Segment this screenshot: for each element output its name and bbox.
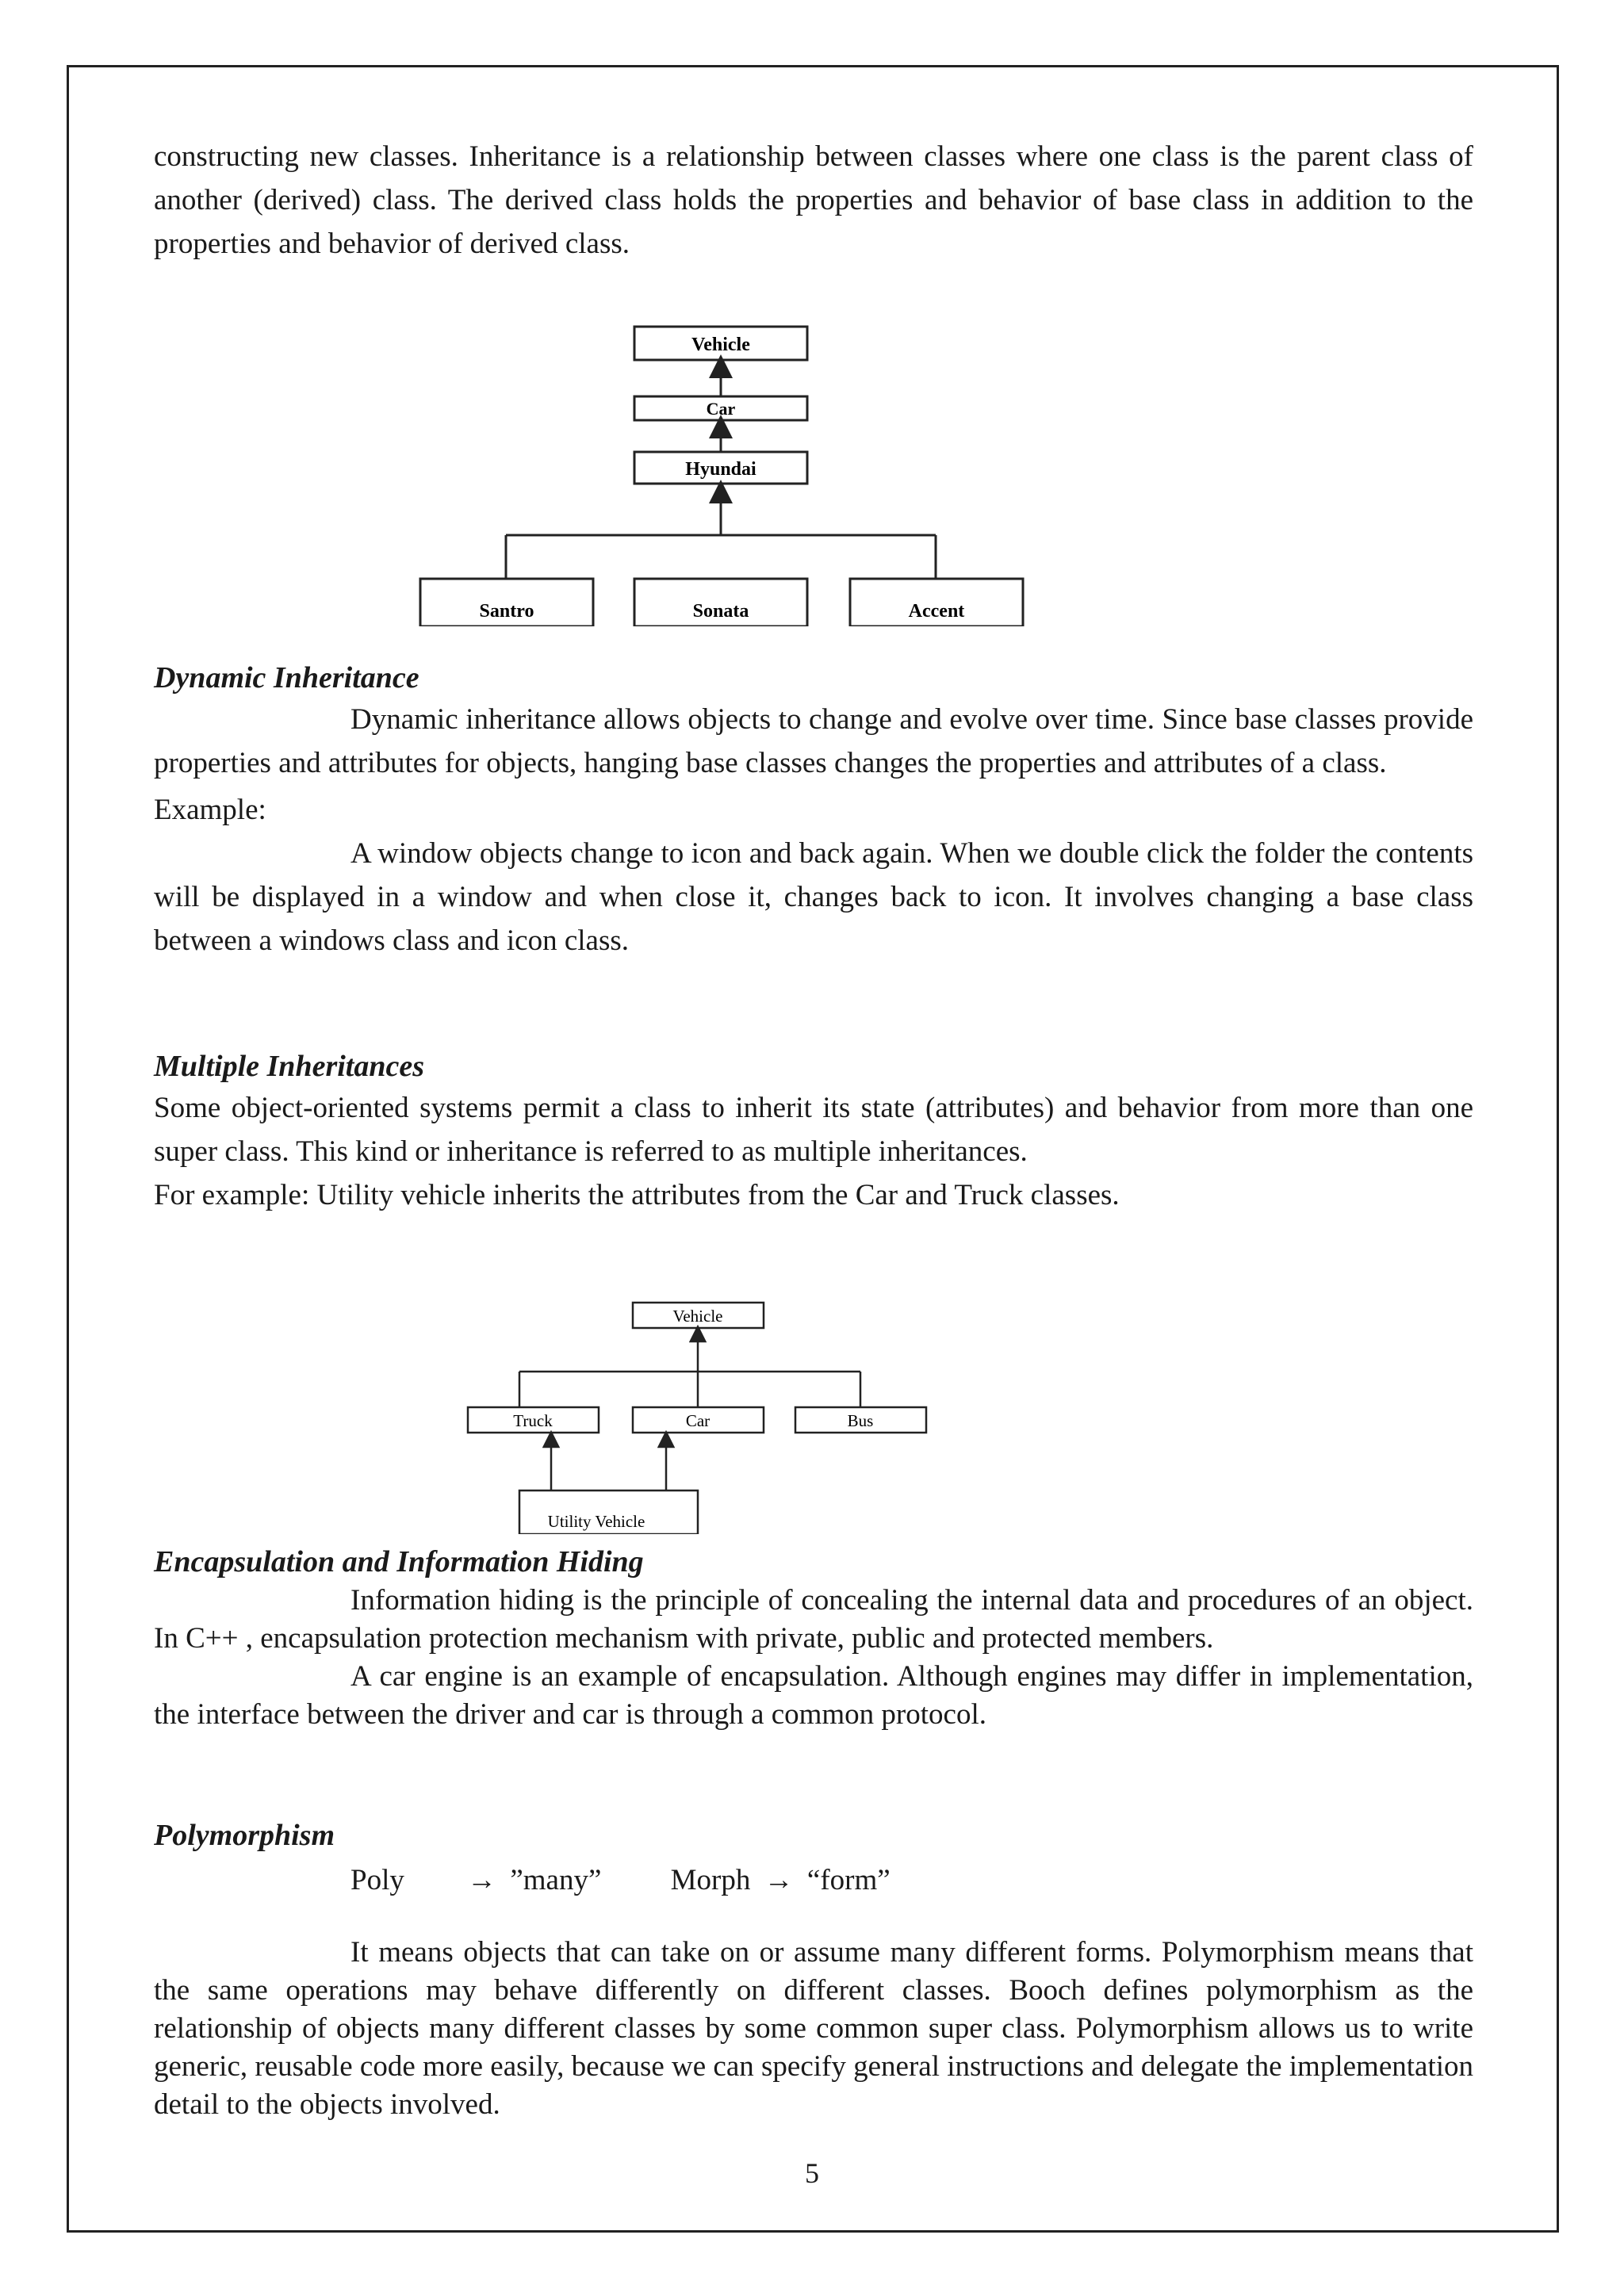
santro-label: Santro — [479, 601, 534, 622]
intro-paragraph: constructing new classes. Inheritance is a relationship between classes where one class is the parent class of another (derived) class. The derived class holds the properties and behavior of base class in addition to the properties and behavior of derived class. — [154, 140, 1473, 260]
multiple-example: For example: Utility vehicle inherits the attributes from the Car and Truck classes. — [154, 1179, 1120, 1211]
right-arrow-icon: → — [764, 1864, 794, 1896]
polymorphism-heading: Polymorphism — [154, 1819, 335, 1852]
dynamic-paragraph: Dynamic inheritance allows objects to change and evolve over time. Since base classes provide properties and attributes for objects, hanging base classes changes the properties and attributes of a class. — [154, 703, 1473, 779]
morph-meaning: “form” — [806, 1864, 891, 1896]
encapsulation-paragraph-2: A car engine is an example of encapsulation. Although engines may differ in implementation, the interface between the driver and car is through a common protocol. — [154, 1660, 1473, 1731]
example-label: Example: — [154, 794, 266, 826]
encapsulation-section — [154, 1542, 1473, 1734]
accent-label: Accent — [908, 601, 965, 622]
right-arrow-icon: → — [467, 1864, 497, 1896]
bus-label: Bus — [847, 1411, 874, 1430]
utility-vehicle-label: Utility Vehicle — [547, 1512, 645, 1531]
intro-section — [154, 135, 1473, 266]
dynamic-example-paragraph: A window objects change to icon and back again. When we double click the folder the contents will be displayed in a window and when close it, changes back to icon. It involves changing a base class between a windows class and icon class. — [154, 837, 1473, 957]
sonata-label: Sonata — [692, 601, 749, 622]
polymorphism-section — [154, 1816, 1473, 2124]
multiple-inheritance-diagram — [444, 1296, 952, 1534]
multiple-paragraph: Some object-oriented systems permit a class to inherit its state (attributes) and behavior from more than one super class. This kind or inheritance is referred to as multiple inheritances. — [154, 1092, 1473, 1168]
car-label: Car — [685, 1411, 710, 1430]
poly-meaning: ”many” — [510, 1864, 602, 1896]
encapsulation-heading: Encapsulation and Information Hiding — [154, 1545, 644, 1578]
truck-label: Truck — [513, 1411, 553, 1430]
vehicle-label: Vehicle — [672, 1307, 723, 1326]
vehicle-label: Vehicle — [691, 335, 750, 355]
encapsulation-paragraph-1: Information hiding is the principle of concealing the internal data and procedures of an object. In C++ , encapsulation protection mechanism with private, public and protected members. — [154, 1584, 1473, 1655]
morph-word: Morph — [670, 1864, 751, 1896]
multiple-heading: Multiple Inheritances — [154, 1050, 424, 1083]
car-label: Car — [706, 399, 736, 419]
dynamic-heading: Dynamic Inheritance — [154, 661, 419, 695]
inheritance-diagram — [412, 317, 1047, 626]
poly-morph-line — [154, 1858, 1473, 1902]
hyundai-label: Hyundai — [685, 459, 756, 480]
page-number: 5 — [805, 2157, 819, 2189]
multiple-inheritance-section — [154, 1047, 1473, 1217]
poly-word: Poly — [350, 1864, 404, 1896]
dynamic-inheritance-section — [154, 658, 1473, 962]
polymorphism-paragraph: It means objects that can take on or assume many different forms. Polymorphism means that the same operations may behave differently on different classes. Booch defines polymorphism as the relationship of objects many different classes by some common super class. Polymorphism allows us to write generic, reusable code more easily, because we can specify general instructions and delegate the implementation detail to the objects involved. — [154, 1936, 1473, 2121]
